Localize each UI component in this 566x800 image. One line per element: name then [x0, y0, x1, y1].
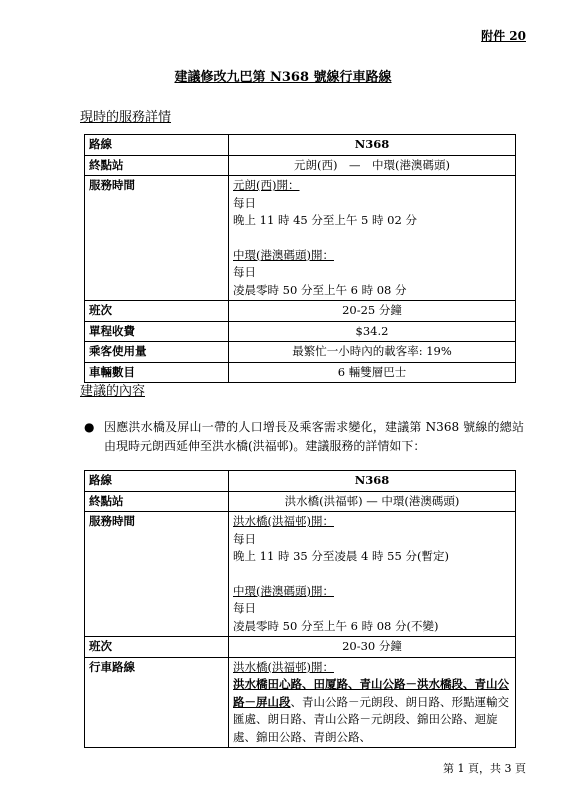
terminus-label: 終點站: [85, 155, 229, 176]
service-time: 凌晨零時 50 分至上午 6 時 08 分: [233, 282, 407, 297]
table-row: [85, 657, 516, 748]
service-time: 晚上 11 時 45 分至上午 5 時 02 分: [233, 213, 417, 227]
hours-value: [229, 176, 516, 301]
service-time: 晚上 11 時 35 分至凌晨 4 時 55 分(暫定): [233, 549, 449, 563]
table-row: [85, 135, 516, 156]
table-row: [85, 362, 516, 383]
table-row: [85, 155, 516, 176]
existing-routing-segment: 、青山公路－元朗段、朗日路、形點運輸交匯處、朗日路、青山公路－元朗段、錦田公路、迴旋處、錦田公路、青朗公路、: [233, 694, 509, 744]
table-row: [85, 471, 516, 492]
departure-point: 中環(港澳碼頭)開：: [233, 247, 334, 262]
proposed-service-table: [84, 470, 516, 748]
table-row: [85, 637, 516, 658]
new-routing-segment: 洪水橋田心路、田厦路、青山公路－洪水橋段、青山公路－屏山段: [233, 677, 509, 709]
table-row: [85, 342, 516, 363]
table-row: [85, 321, 516, 342]
table-row: [85, 176, 516, 301]
route-label: 路線: [85, 135, 229, 156]
hours-label: 服務時間: [85, 512, 229, 637]
current-service-heading: 現時的服務詳情: [80, 110, 172, 125]
proposal-text: 因應洪水橋及屏山一帶的人口增長及乘客需求變化，建議第 N368 號線的總站由現時元朗西延伸至洪水橋(洪福邨)。建議服務的詳情如下：: [104, 420, 524, 453]
table-row: [85, 512, 516, 637]
departure-point: 洪水橋(洪福邨)開：: [233, 514, 334, 528]
frequency-label: 班次: [85, 301, 229, 322]
route-value: N368: [229, 471, 516, 492]
frequency-label: 班次: [85, 637, 229, 658]
proposal-bullet: [84, 418, 524, 456]
routing-label: 行車路線: [85, 657, 229, 748]
fare-value: $34.2: [229, 321, 516, 342]
route-value: N368: [229, 135, 516, 156]
departure-point: 洪水橋(洪福邨)開：: [233, 659, 334, 674]
fleet-value: 6 輛雙層巴士: [229, 362, 516, 383]
service-time: 凌晨零時 50 分至上午 6 時 08 分(不變): [233, 618, 439, 633]
frequency-value: 20-25 分鐘: [229, 301, 516, 322]
usage-value: 最繁忙一小時內的載客率: 19%: [229, 342, 516, 363]
table-row: [85, 301, 516, 322]
proposal-heading: 建議的內容: [80, 384, 146, 399]
hours-value: [229, 512, 516, 637]
current-service-table: [84, 134, 516, 383]
usage-label: 乘客使用量: [85, 342, 229, 363]
table-row: [85, 491, 516, 512]
frequency-value: 20-30 分鐘: [229, 637, 516, 658]
terminus-label: 終點站: [85, 491, 229, 512]
terminus-value: 元朗(西) — 中環(港澳碼頭): [229, 155, 516, 176]
fleet-label: 車輛數目: [85, 362, 229, 383]
routing-value: [229, 657, 516, 748]
annex-label: 附件 20: [481, 29, 526, 43]
service-days: 每日: [233, 265, 256, 279]
service-days: 每日: [233, 601, 256, 615]
page-footer: 第 1 頁，共 3 頁: [443, 762, 526, 775]
hours-label: 服務時間: [85, 176, 229, 301]
departure-point: 元朗(西)開：: [233, 178, 300, 192]
service-days: 每日: [233, 195, 256, 210]
bullet-icon: ●: [84, 420, 95, 434]
route-label: 路線: [85, 471, 229, 492]
document-title: 建議修改九巴第 N368 號線行車路線: [174, 70, 392, 85]
fare-label: 單程收費: [85, 321, 229, 342]
departure-point: 中環(港澳碼頭)開：: [233, 583, 334, 598]
service-days: 每日: [233, 531, 256, 546]
terminus-value: 洪水橋(洪福邨) — 中環(港澳碼頭): [229, 491, 516, 512]
